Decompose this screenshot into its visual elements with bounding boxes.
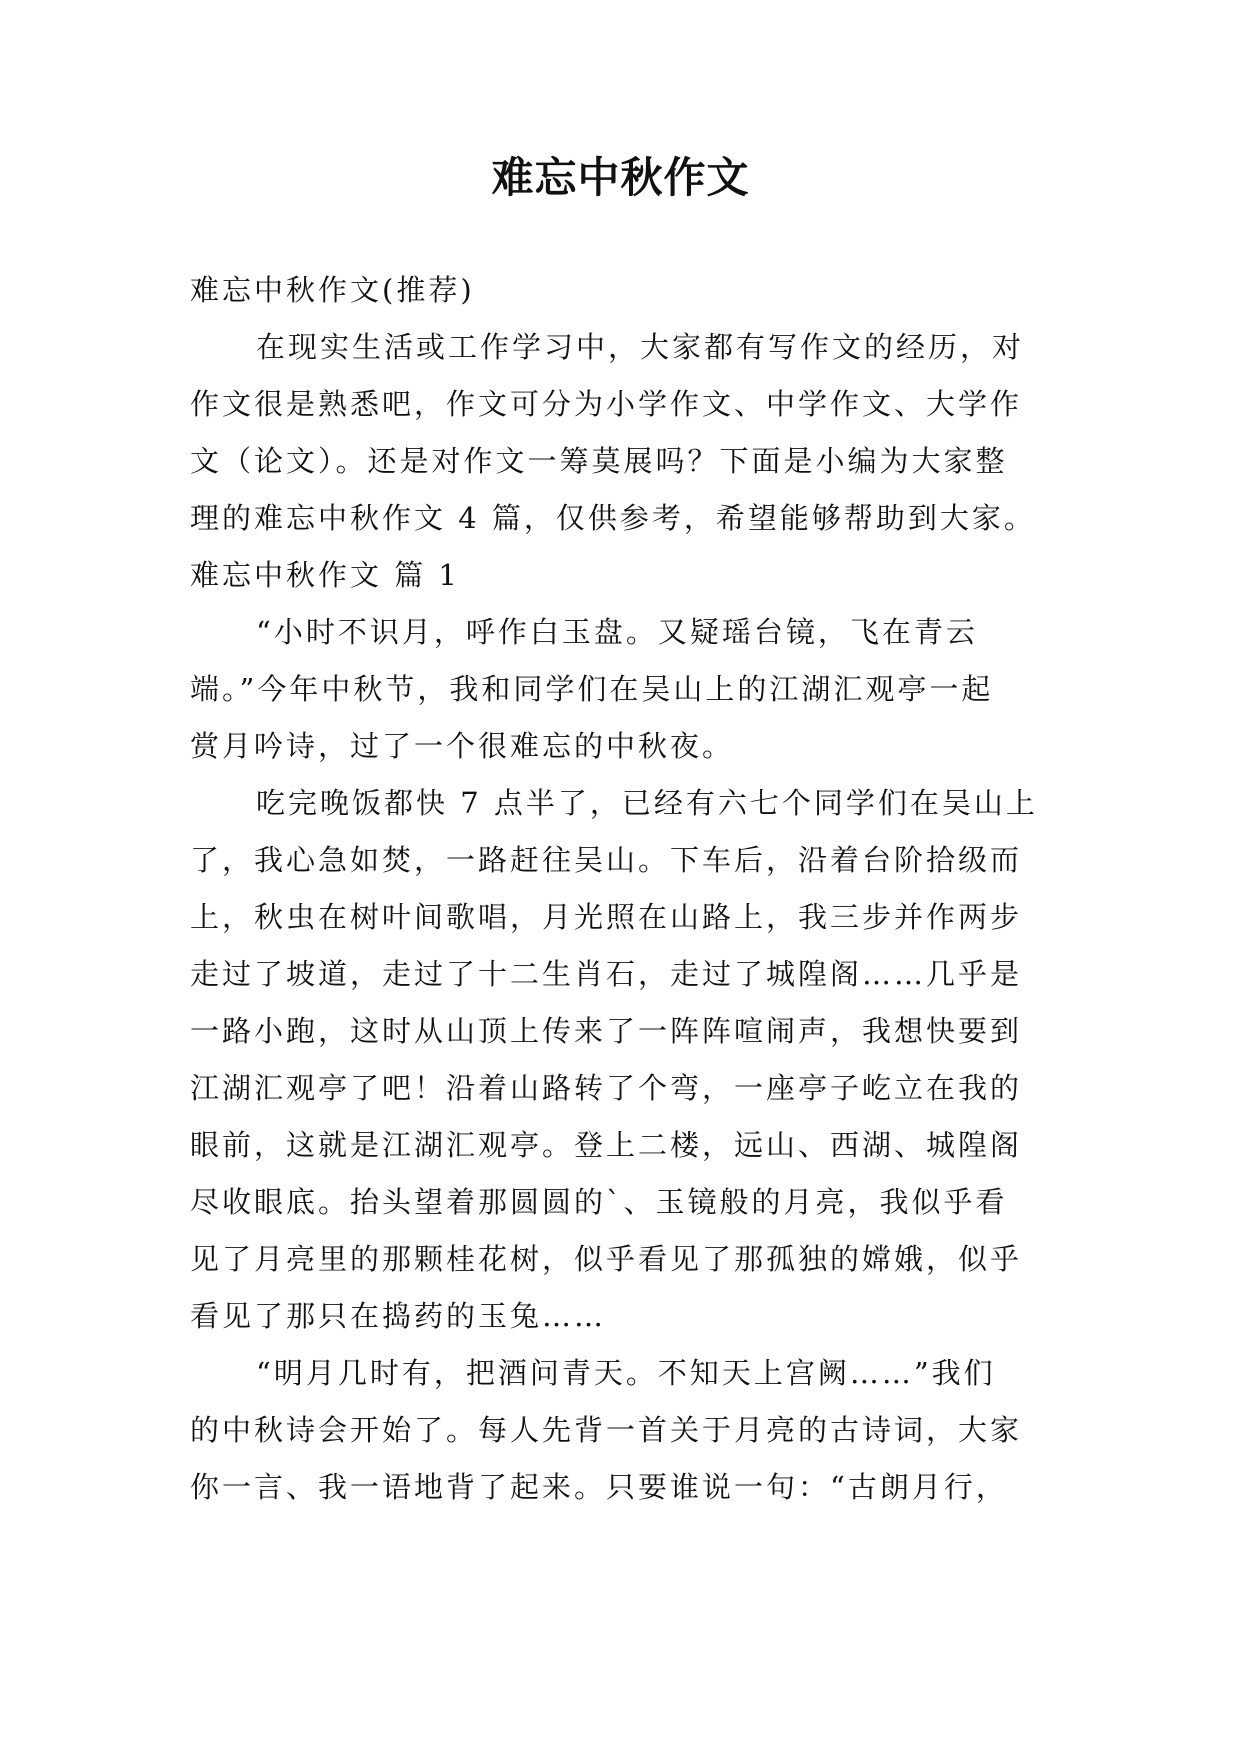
text-line: “明月几时有，把酒问青天。不知天上宫阙……”我们 (256, 1356, 996, 1390)
text-line: 看见了那只在捣药的玉兔…… (190, 1299, 607, 1333)
text-line: 江湖汇观亭了吧！沿着山路转了个弯，一座亭子屹立在我的 (190, 1071, 1023, 1105)
text-line: 理的难忘中秋作文 4 篇，仅供参考，希望能够帮助到大家。 (190, 501, 1036, 535)
document-body (190, 262, 1060, 1516)
document-title: 难忘中秋作文 (491, 153, 750, 202)
text-line: 吃完晚饭都快 7 点半了，已经有六七个同学们在吴山上 (256, 786, 1038, 820)
text-line: 赏月吟诗，过了一个很难忘的中秋夜。 (190, 729, 735, 763)
text-line: 见了月亮里的那颗桂花树，似乎看见了那孤独的嫦娥，似乎 (190, 1242, 1023, 1276)
text-line: 尽收眼底。抬头望着那圆圆的`、玉镜般的月亮，我似乎看 (190, 1185, 1008, 1219)
text-line: 了，我心急如焚，一路赶往吴山。下车后，沿着台阶拾级而 (190, 843, 1023, 877)
text-line: 难忘中秋作文(推荐) (190, 273, 475, 307)
text-line: 上，秋虫在树叶间歌唱，月光照在山路上，我三步并作两步 (190, 900, 1023, 934)
text-line: 端。”今年中秋节，我和同学们在吴山上的江湖汇观亭一起 (190, 672, 994, 706)
text-line: 一路小跑，这时从山顶上传来了一阵阵喧闹声，我想快要到 (190, 1014, 1023, 1048)
text-line: 难忘中秋作文 篇 1 (190, 558, 460, 592)
text-line: 作文很是熟悉吧，作文可分为小学作文、中学作文、大学作 (190, 387, 1023, 421)
text-line: 走过了坡道，走过了十二生肖石，走过了城隍阁……几乎是 (190, 957, 1023, 991)
text-line: 的中秋诗会开始了。每人先背一首关于月亮的古诗词，大家 (190, 1413, 1023, 1447)
text-line: 眼前，这就是江湖汇观亭。登上二楼，远山、西湖、城隍阁 (190, 1128, 1023, 1162)
text-line: 你一言、我一语地背了起来。只要谁说一句：“古朗月行， (190, 1470, 1008, 1504)
text-line: 文（论文）。还是对作文一筹莫展吗？下面是小编为大家整 (190, 444, 1008, 478)
text-line: 在现实生活或工作学习中，大家都有写作文的经历，对 (256, 330, 1025, 364)
text-line: “小时不识月，呼作白玉盘。又疑瑶台镜，飞在青云 (256, 615, 978, 649)
